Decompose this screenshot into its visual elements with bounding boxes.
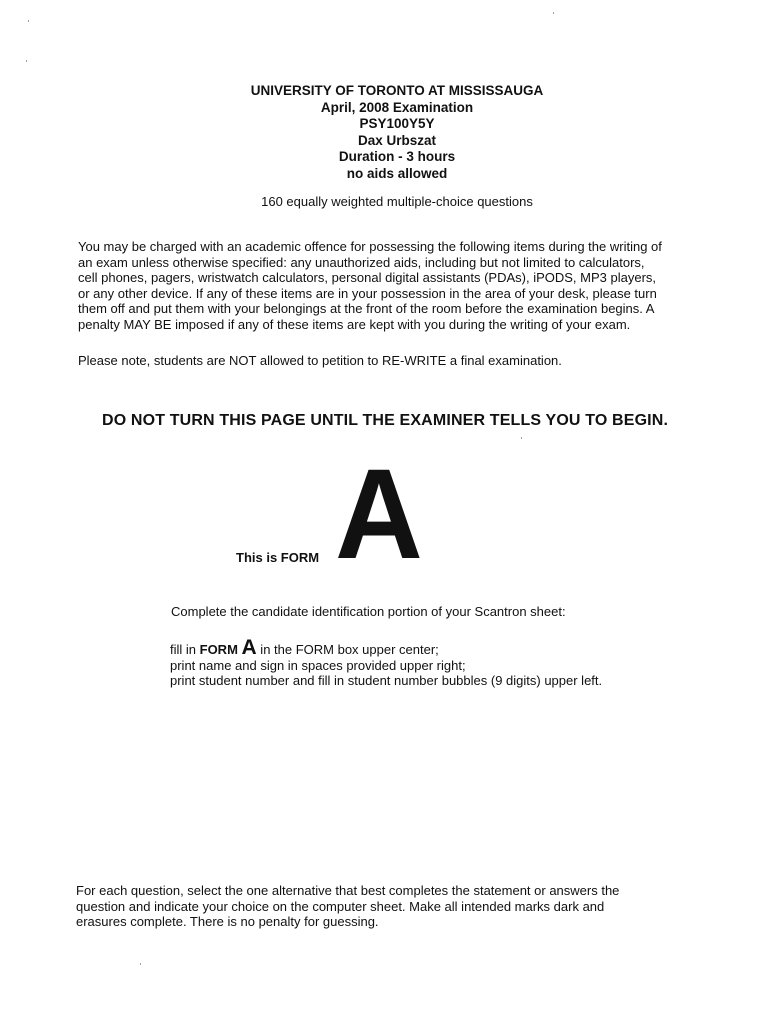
paragraph-line: question and indicate your choice on the computer sheet. Make all intended marks dark and — [76, 898, 605, 914]
paragraph-line: them off and put them with your belongings at the front of the room before the examination begins. A — [78, 301, 655, 317]
scan-speck — [140, 963, 141, 965]
step-suffix: in the FORM box upper center; — [256, 642, 439, 657]
course-code: PSY100Y5Y — [359, 116, 435, 132]
form-label: This is FORM — [236, 550, 320, 565]
instructor-name: Dax Urbszat — [357, 132, 437, 148]
paragraph-line: You may be charged with an academic offence for possessing the following items during the writing of — [78, 239, 662, 254]
exam-duration: Duration - 3 hours — [338, 149, 456, 165]
step-prefix: fill in — [170, 642, 200, 657]
exam-header — [0, 83, 784, 183]
scantron-step-form — [170, 636, 602, 659]
scan-speck — [28, 20, 29, 22]
paragraph-line: or any other device. If any of these items are in your possession in the area of your desk, please turn — [78, 285, 657, 301]
step-form-letter: A — [241, 636, 257, 659]
exam-session: April, 2008 Examination — [320, 99, 474, 115]
paragraph-line: penalty MAY BE imposed if any of these items are kept with you during the writing of your exam. — [78, 316, 631, 332]
paragraph-line: erasures complete. There is no penalty for guessing. — [76, 914, 379, 930]
academic-offence-paragraph — [78, 239, 662, 333]
scantron-step-student-number: print student number and fill in student number bubbles (9 digits) upper left. — [170, 673, 603, 688]
scantron-intro: Complete the candidate identification portion of your Scantron sheet: — [171, 604, 566, 619]
petition-note-text: Please note, students are NOT allowed to petition to RE-WRITE a final examination. — [78, 353, 562, 368]
paragraph-line: For each question, select the one alternative that best completes the statement or answers the — [76, 883, 620, 898]
do-not-turn-warning: DO NOT TURN THIS PAGE UNTIL THE EXAMINER TELLS YOU TO BEGIN. — [102, 412, 669, 429]
scan-speck — [521, 437, 522, 439]
paragraph-line: an exam unless otherwise specified: any unauthorized aids, including but not limited to calculators, — [78, 254, 645, 270]
form-letter: A — [335, 443, 423, 586]
question-instructions — [76, 883, 619, 930]
question-weighting: 160 equally weighted multiple-choice questions — [261, 194, 533, 209]
scan-speck — [553, 12, 554, 14]
paragraph-line: cell phones, pagers, wristwatch calculators, personal digital assistants (PDAs), iPODS, MP3 players, — [78, 270, 657, 286]
scantron-step-name: print name and sign in spaces provided upper right; — [170, 657, 466, 673]
step-form-word: FORM — [199, 642, 242, 657]
scantron-steps — [170, 636, 603, 689]
university-name: UNIVERSITY OF TORONTO AT MISSISSAUGA — [250, 83, 544, 98]
petition-note — [78, 353, 562, 369]
scan-speck — [26, 60, 27, 62]
aids-policy: no aids allowed — [346, 165, 448, 181]
